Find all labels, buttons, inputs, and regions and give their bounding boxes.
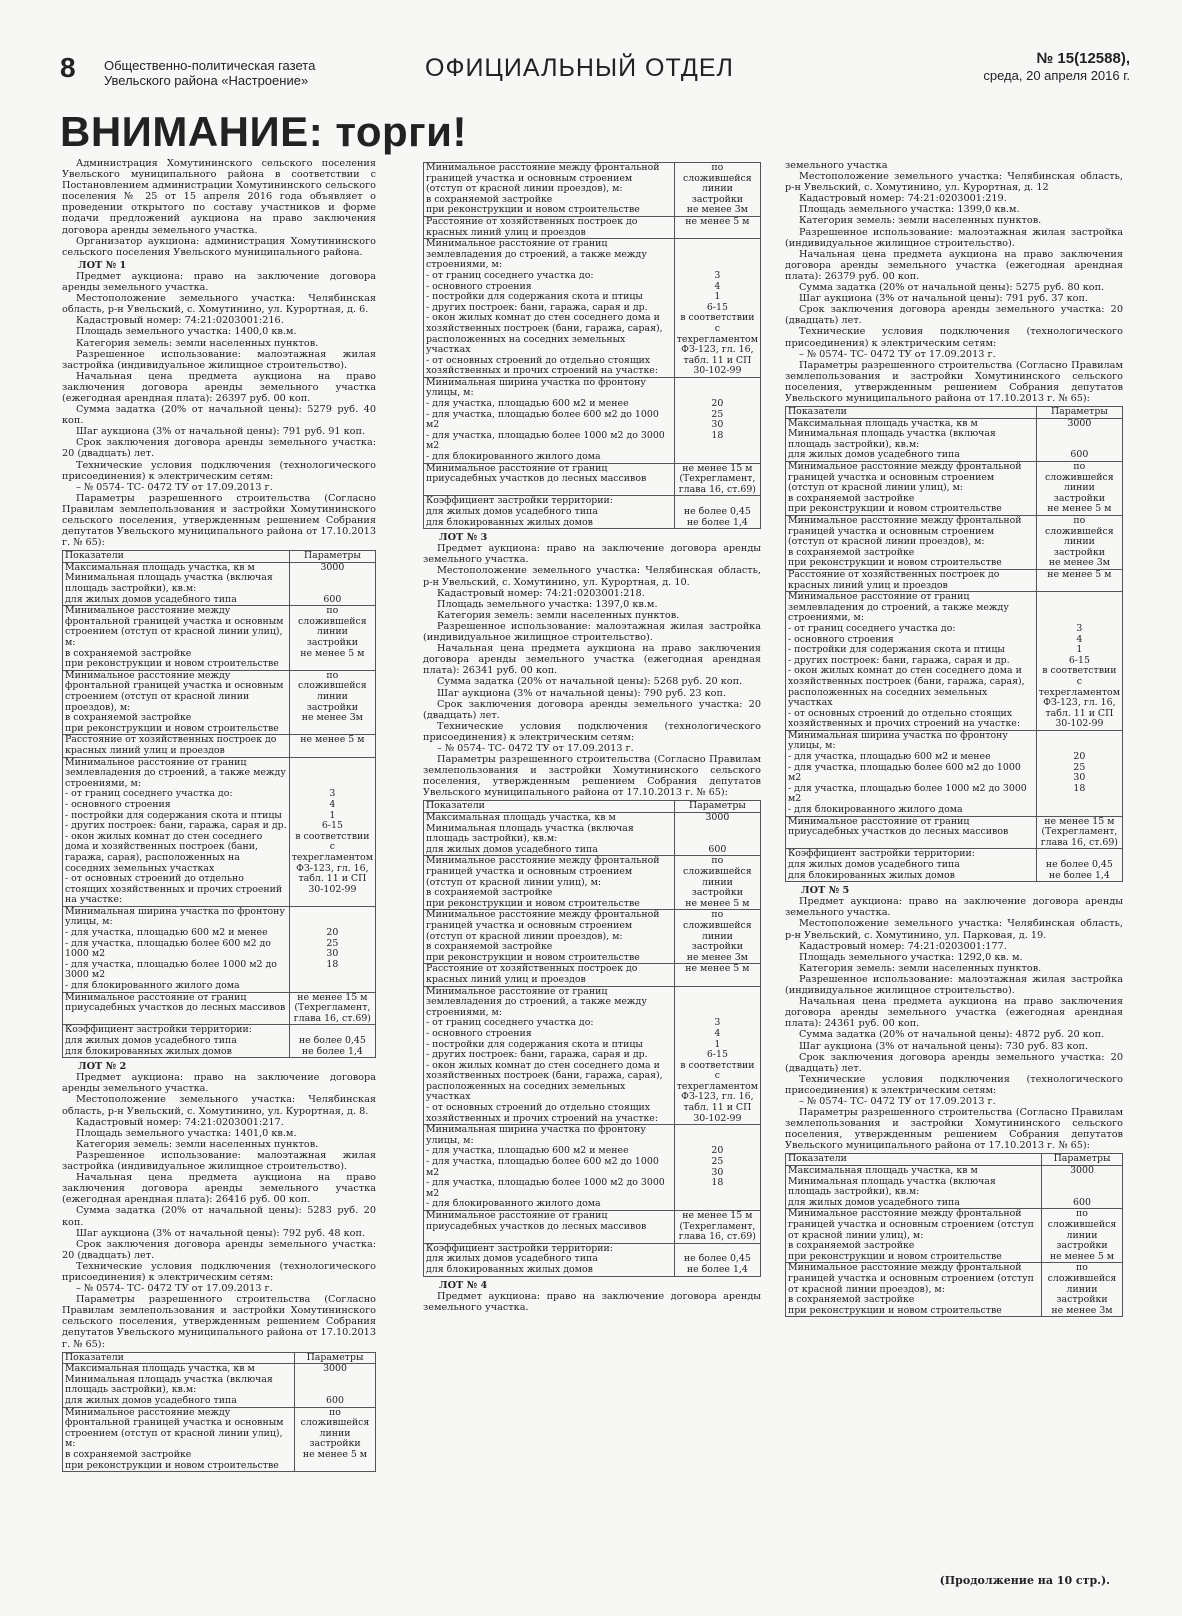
lot-subject: Предмет аукциона: право на заключение договора аренды земельного участка.: [423, 1290, 761, 1313]
lot-usage: Разрешенное использование: малоэтажная жилая застройка (индивидуальное жилищное строительство).: [423, 620, 761, 644]
row-value: 1: [714, 291, 721, 303]
lot-deposit: Сумма задатка (20% от начальной цены): 5268 руб. 20 коп.: [437, 676, 743, 688]
row-label: Минимальная площадь участка (включая площадь застройки), кв.м:: [65, 1373, 273, 1396]
row-value: по сложившейся линии застройки: [1045, 515, 1114, 558]
row-value: 3: [329, 788, 336, 800]
row-label: - для участка, площадью 600 м2 и менее: [426, 398, 629, 410]
lot-tu: – № 0574- ТС- 0472 ТУ от 17.09.2013 г.: [799, 1095, 996, 1107]
row-value: 25: [326, 937, 339, 949]
row-value: 18: [1073, 782, 1086, 794]
params-table: [785, 406, 1123, 882]
row-value: не более 1,4: [686, 516, 748, 528]
row-value: 6-15: [706, 301, 728, 313]
row-value: 600: [1070, 449, 1089, 461]
th-right: Параметры: [1036, 407, 1122, 419]
row-label: Минимальная ширина участка по фронтону улицы, м:: [426, 1124, 646, 1146]
row-label: Минимальное расстояние между фронтальной границей участка и основным строением (отступ от красной линии проездов), м:: [426, 909, 660, 942]
lot-category: Категория земель: земли населенных пунктов.: [799, 962, 1042, 974]
lot-tech: Технические условия подключения (технологического присоединения) к электрическим сетям:: [423, 720, 761, 743]
row-value: 20: [1073, 751, 1086, 763]
row-label: - от границ соседнего участка до:: [65, 788, 233, 800]
row-value: не менее 3м: [686, 204, 748, 216]
row-label: - от границ соседнего участка до:: [788, 622, 956, 634]
lot-params: Параметры разрешенного строительства (Согласно Правилам землепользования и застройки Хомутининского сельского поселения, утвержденным решением Собрания депутатов Увельского муниципального района от 17.10.2013 г. № 65):: [785, 359, 1123, 404]
th-left: Показатели: [63, 1352, 295, 1364]
row-value: 20: [326, 927, 339, 939]
row-value: не менее 5 м: [685, 897, 750, 909]
row-value: 25: [711, 408, 724, 420]
lot-subject: Предмет аукциона: право на заключение договора аренды земельного участка.: [62, 1072, 376, 1095]
intro: Администрация Хомутининского сельского поселения Увельского муниципального района в соответствии с Постановлением администрации Хомутининского сельского поселения № 25 от 15 апреля 2016 года объявляет о проведении открытого по составу участников и форме подачи предложений аукциона на право заключения договора аренды земельного участка.: [62, 158, 376, 236]
row-value: по сложившейся линии застройки: [1045, 461, 1114, 504]
lot-location: Местоположение земельного участка: Челябинская область, р-н Увельский, с. Хомутинино, ул. Курортная, д. 8.: [62, 1094, 376, 1117]
row-label: Минимальное расстояние между фронтальной границей участка и основным строением (отступ от красной линии улиц), м:: [788, 461, 1022, 494]
row-value: не более 0,45: [298, 1035, 366, 1046]
row-value: 600: [326, 1395, 344, 1406]
issue-date: среда, 20 апреля 2016 г.: [983, 68, 1130, 83]
params-table: [785, 1153, 1123, 1317]
row-value: 18: [711, 429, 724, 441]
lot-location: Местоположение земельного участка: Челябинская область, р-н Увельский, с. Хомутинино, ул. Курортная, д. 10.: [423, 565, 761, 588]
row-value: по сложившейся линии застройки: [298, 605, 367, 649]
row-label: - для участка, площадью 600 м2 и менее: [65, 927, 268, 939]
row-value: 20: [711, 398, 724, 410]
lot-usage: Разрешенное использование: малоэтажная жилая застройка (индивидуальное жилищное строительство).: [62, 1149, 376, 1173]
row-label: в сохраняемой застройке: [426, 193, 553, 205]
row-label: - от границ соседнего участка до:: [426, 269, 594, 281]
lot-term: Срок заключения договора аренды земельного участка: 20 (двадцать) лет.: [62, 437, 376, 460]
th-left: Показатели: [63, 551, 290, 563]
row-value: 30: [1073, 772, 1086, 784]
lot-step: Шаг аукциона (3% от начальной цены): 792 руб. 48 коп.: [76, 1227, 366, 1239]
row-value: 3000: [705, 812, 730, 824]
lot-term: Срок заключения договора аренды земельного участка: 20 (двадцать) лет.: [423, 698, 761, 721]
row-label: - окон жилых комнат до стен соседнего дома и хозяйственных построек (бани, гаража, сарая), расположенных на соседних земельных участках: [65, 830, 263, 874]
params-table: [423, 800, 761, 1276]
row-label: в сохраняемой застройке: [426, 941, 553, 953]
lot-step: Шаг аукциона (3% от начальной цены): 791 руб. 91 коп.: [76, 426, 366, 438]
row-label: для жилых домов усадебного типа: [65, 1395, 237, 1406]
row-label: Максимальная площадь участка, кв м: [65, 561, 255, 573]
row-label: Расстояние от хозяйственных построек до красных линий улиц и проездов: [63, 735, 290, 757]
lot-subject-continued: земельного участка: [785, 160, 888, 171]
row-label: - основного строения: [65, 798, 171, 810]
row-label: в сохраняемой застройке: [426, 887, 553, 899]
lot-title: ЛОТ № 4: [439, 1279, 488, 1291]
row-value: 20: [711, 1145, 724, 1157]
row-label: Минимальное расстояние между фронтальной границей участка и основным строением (отступ от красной линии улиц), м:: [65, 1406, 284, 1450]
row-value: 18: [326, 958, 339, 970]
row-label: Минимальное расстояние между фронтальной границей участка и основным строением (отступ от красной линии проездов), м:: [426, 162, 660, 195]
row-label: Минимальное расстояние от границ приусадебных участков до лесных массивов: [424, 463, 675, 496]
row-label: - от основных строений до отдельно стоящих хозяйственных и прочих строений на участке:: [788, 707, 1021, 730]
lot-category: Категория земель: земли населенных пунктов.: [437, 609, 680, 621]
lot-deposit: Сумма задатка (20% от начальной цены): 5275 руб. 80 коп.: [799, 282, 1105, 294]
row-value: 3: [1076, 622, 1083, 634]
row-label: в сохраняемой застройке: [788, 492, 915, 504]
lot-usage: Разрешенное использование: малоэтажная жилая застройка (индивидуальное жилищное строительство).: [785, 973, 1123, 997]
organizer: Организатор аукциона: администрация Хомутининского сельского поселения Увельского муниципального района.: [62, 235, 376, 258]
row-label: при реконструкции и новом строительстве: [788, 557, 1002, 569]
row-value: не более 1,4: [301, 1045, 363, 1057]
row-value: 30: [711, 1166, 724, 1178]
row-value: 3000: [1070, 1165, 1094, 1177]
row-value: 30: [326, 948, 339, 960]
row-label: для жилых домов усадебного типа: [65, 593, 237, 605]
lot-tu: – № 0574- ТС- 0472 ТУ от 17.09.2013 г.: [437, 742, 634, 754]
issue-number: № 15(12588),: [1036, 50, 1130, 67]
row-value: 3000: [320, 561, 345, 573]
row-label: Максимальная площадь участка, кв м: [426, 812, 616, 824]
lot-cadastral: Кадастровый номер: 74:21:0203001:217.: [76, 1116, 284, 1128]
lot-subject: Предмет аукциона: право на заключение договора аренды земельного участка.: [62, 270, 376, 294]
lot-area: Площадь земельного участка: 1400,0 кв.м.: [76, 326, 297, 338]
row-label: - основного строения: [426, 280, 532, 292]
row-label: - других построек: бани, гаража, сарая и др.: [426, 301, 648, 313]
row-label: для блокированных жилых домов: [788, 869, 955, 881]
row-label: Минимальное расстояние от границ землевладения до строений, а также между строениями, м:: [788, 591, 1009, 624]
th-right: Параметры: [289, 551, 375, 563]
row-label: для жилых домов усадебного типа: [65, 1035, 237, 1046]
row-value: не менее 3м: [1051, 1304, 1113, 1316]
lot-tech: Технические условия подключения (технологического присоединения) к электрическим сетям:: [62, 1260, 376, 1283]
row-label: - окон жилых комнат до стен соседнего дома и хозяйственных построек (бани, гаража, сарая), расположенных на соседних земельных участках: [426, 1059, 663, 1103]
lot-deposit: Сумма задатка (20% от начальной цены): 5279 руб. 40 коп.: [62, 404, 376, 427]
row-label: при реконструкции и новом строительстве: [426, 951, 640, 963]
th-left: Показатели: [786, 1154, 1042, 1166]
row-label: Минимальная площадь участка (включая площадь застройки), кв.м:: [788, 428, 996, 450]
row-label: - основного строения: [426, 1027, 532, 1039]
row-label: при реконструкции и новом строительстве: [788, 503, 1002, 515]
row-label: - основного строения: [788, 633, 894, 645]
row-label: Минимальное расстояние между фронтальной границей участка и основным строением (отступ от красной линии проездов), м:: [788, 1262, 1034, 1295]
lot-tech: Технические условия подключения (технологического присоединения) к электрическим сетям:: [785, 1073, 1123, 1096]
row-value: не менее 5 м: [674, 216, 760, 238]
row-value: по сложившейся линии застройки: [1047, 1208, 1117, 1252]
lot-price: Начальная цена предмета аукциона на право заключения договора аренды земельного участка (ежегодная арендная плата): 26379 руб. 00 коп.: [785, 248, 1123, 282]
row-label: - для блокированного жилого дома: [788, 804, 963, 816]
row-label: в сохраняемой застройке: [65, 1448, 192, 1460]
row-label: - для блокированного жилого дома: [426, 1198, 601, 1210]
row-label: Максимальная площадь участка, кв м: [65, 1363, 255, 1375]
row-value: 1: [714, 1038, 721, 1050]
row-value: не менее 5 м: [289, 735, 375, 757]
lot-price: Начальная цена предмета аукциона на право заключения договора аренды земельного участка (ежегодная арендная плата): 26416 руб. 00 коп.: [62, 1172, 376, 1206]
row-value: не менее 15 м (Техрегламент, глава 16, ст.69): [674, 1211, 760, 1244]
row-label: - от границ соседнего участка до:: [426, 1017, 594, 1029]
row-label: для жилых домов усадебного типа: [788, 449, 960, 461]
row-label: в сохраняемой застройке: [65, 712, 192, 724]
lot-term: Срок заключения договора аренды земельного участка: 20 (двадцать) лет.: [785, 304, 1123, 327]
lot-cadastral: Кадастровый номер: 74:21:0203001:216.: [76, 315, 284, 327]
row-value: не менее 5 м: [1036, 569, 1122, 591]
row-value: не более 0,45: [1045, 859, 1113, 870]
row-label: - постройки для содержания скота и птицы: [426, 1038, 643, 1050]
row-value: в соответствии с техрегламентом ФЗ-123, гл. 16, табл. 11 и СП 30-102-99: [676, 312, 758, 377]
row-value: по сложившейся линии застройки: [683, 909, 752, 953]
params-table: [62, 1352, 376, 1473]
lot-params: Параметры разрешенного строительства (Согласно Правилам землепользования и застройки Хомутининского сельского поселения, утвержденным решением Собрания депутатов Увельского муниципального района от 17.10.2013 г. № 65):: [785, 1107, 1123, 1152]
row-label: Максимальная площадь участка, кв м: [788, 1165, 978, 1177]
row-label: Коэффициент застройки территории:: [426, 1242, 613, 1254]
row-label: для жилых домов усадебного типа: [426, 843, 598, 855]
row-value: не менее 5 м: [302, 1448, 368, 1460]
row-label: Минимальная площадь участка (включая площадь застройки), кв.м:: [426, 822, 634, 845]
lot-tu: – № 0574- ТС- 0472 ТУ от 17.09.2013 г.: [799, 348, 996, 360]
row-value: не более 1,4: [686, 1263, 748, 1275]
lot-term: Срок заключения договора аренды земельного участка: 20 (двадцать) лет.: [785, 1051, 1123, 1074]
headline: ВНИМАНИЕ: торги!: [60, 108, 467, 155]
row-value: 25: [711, 1156, 724, 1168]
row-label: Коэффициент застройки территории:: [426, 495, 613, 507]
row-value: 18: [711, 1177, 724, 1189]
row-value: не менее 5 м: [1047, 503, 1112, 515]
th-right: Параметры: [674, 801, 760, 813]
row-label: Минимальная площадь участка (включая площадь застройки), кв.м:: [788, 1175, 996, 1198]
row-label: - для участка, площадью более 1000 м2 до 3000 м2: [788, 782, 1027, 805]
row-label: - для участка, площадью более 600 м2 до 1000 м2: [65, 937, 271, 960]
row-label: Минимальное расстояние между фронтальной границей участка и основным строением (отступ от красной линии проездов), м:: [788, 515, 1022, 548]
row-label: - для участка, площадью более 600 м2 до 1000 м2: [426, 408, 659, 431]
row-label: - для участка, площадью более 600 м2 до 1000 м2: [788, 761, 1021, 784]
row-label: - для участка, площадью 600 м2 и менее: [788, 751, 991, 763]
row-label: - от основных строений до отдельно стоящих хозяйственных и прочих строений на участке:: [65, 873, 283, 906]
row-label: - для участка, площадью более 600 м2 до 1000 м2: [426, 1156, 659, 1178]
row-label: для блокированных жилых домов: [65, 1045, 232, 1057]
lot-step: Шаг аукциона (3% от начальной цены): 791 руб. 37 коп.: [799, 293, 1089, 305]
lot-usage: Разрешенное использование: малоэтажная жилая застройка (индивидуальное жилищное строительство).: [62, 348, 376, 371]
row-value: 4: [1076, 633, 1083, 645]
row-label: в сохраняемой застройке: [788, 1240, 915, 1252]
lot-title: ЛОТ № 2: [78, 1061, 127, 1073]
row-value: 3: [714, 1017, 721, 1029]
column-1: [62, 158, 376, 1578]
row-value: 4: [329, 798, 336, 810]
lot-price: Начальная цена предмета аукциона на право заключения договора аренды земельного участка (ежегодная арендная плата): 26341 руб. 00 коп.: [423, 643, 761, 677]
lot-tech: Технические условия подключения (технологического присоединения) к электрическим сетям:: [785, 326, 1123, 349]
row-value: не менее 3м: [301, 712, 363, 724]
row-label: при реконструкции и новом строительстве: [788, 1304, 1002, 1316]
row-value: 4: [714, 280, 721, 292]
row-value: 3: [714, 269, 721, 281]
row-label: Минимальная ширина участка по фронтону улицы, м:: [788, 729, 1008, 752]
lot-term: Срок заключения договора аренды земельного участка: 20 (двадцать) лет.: [62, 1238, 376, 1261]
row-value: не менее 3м: [686, 951, 748, 963]
row-label: - постройки для содержания скота и птицы: [788, 644, 1005, 656]
row-value: не более 0,45: [683, 506, 751, 517]
row-value: 3000: [1067, 417, 1092, 429]
row-value: 3000: [323, 1363, 347, 1375]
row-label: для блокированных жилых домов: [426, 1263, 593, 1275]
lot-params: Параметры разрешенного строительства (Согласно Правилам землепользования и застройки Хомутининского сельского поселения, утвержденным решением Собрания депутатов Увельского муниципального района от 17.10.2013 г. № 65):: [423, 754, 761, 799]
lot-cadastral: Кадастровый номер: 74:21:0203001:177.: [799, 940, 1007, 952]
row-label: - для участка, площадью 600 м2 и менее: [426, 1145, 629, 1157]
row-label: для блокированных жилых домов: [426, 516, 593, 528]
lot-area: Площадь земельного участка: 1292,0 кв. м.: [799, 951, 1023, 963]
row-label: для жилых домов усадебного типа: [426, 1253, 598, 1265]
row-label: - для участка, площадью более 1000 м2 до 3000 м2: [426, 429, 665, 452]
lot-title: ЛОТ № 5: [801, 885, 850, 897]
row-label: в сохраняемой застройке: [788, 546, 915, 558]
row-label: - для участка, площадью более 1000 м2 до 3000 м2: [65, 958, 277, 981]
lot-subject: Предмет аукциона: право на заключение договора аренды земельного участка.: [785, 896, 1123, 919]
row-value: не более 0,45: [683, 1253, 751, 1265]
row-value: 25: [1073, 761, 1086, 773]
row-label: - окон жилых комнат до стен соседнего дома и хозяйственных построек (бани, гаража, сарая), расположенных на соседних земельных участках: [788, 665, 1025, 709]
lot-location: Местоположение земельного участка: Челябинская область, р-н Увельский, с. Хомутинино, ул. Курортная, д. 12: [785, 171, 1123, 194]
row-label: при реконструкции и новом строительстве: [65, 1459, 279, 1471]
lot-params: Параметры разрешенного строительства (Согласно Правилам землепользования и застройки Хомутининского сельского поселения, утвержденным решением Собрания депутатов Увельского муниципального района от 17.10.2013 г. № 65):: [62, 492, 376, 549]
row-value: не менее 5 м: [674, 964, 760, 986]
row-label: Коэффициент застройки территории:: [65, 1024, 252, 1036]
row-label: Минимальное расстояние от границ приусадебных участков до лесных массивов: [63, 992, 290, 1025]
lot-step: Шаг аукциона (3% от начальной цены): 730 руб. 83 коп.: [799, 1040, 1089, 1052]
row-value: в соответствии с техрегламентом ФЗ-123, гл. 16, табл. 11 и СП 30-102-99: [1038, 665, 1120, 730]
lot-area: Площадь земельного участка: 1399,0 кв.м.: [799, 204, 1020, 216]
row-value: по сложившейся линии застройки: [683, 162, 752, 205]
lot-cadastral: Кадастровый номер: 74:21:0203001:218.: [437, 587, 645, 599]
row-value: 1: [1076, 644, 1083, 656]
row-label: - для блокированного жилого дома: [426, 451, 601, 463]
column-3: [785, 160, 1123, 1578]
lot-price: Начальная цена предмета аукциона на право заключения договора аренды земельного участка (ежегодная арендная плата): 26397 руб. 00 коп.: [62, 370, 376, 404]
row-value: в соответствии с техрегламентом ФЗ-123, гл. 16, табл. 11 и СП 30-102-99: [291, 830, 373, 895]
lot-tech: Технические условия подключения (технологического присоединения) к электрическим сетям:: [62, 459, 376, 482]
row-label: Расстояние от хозяйственных построек до красных линий улиц и проездов: [424, 964, 675, 986]
row-label: при реконструкции и новом строительстве: [788, 1250, 1002, 1262]
lot-location: Местоположение земельного участка: Челябинская область, р-н Увельский, с. Хомутинино, ул. Парковая, д. 19.: [785, 918, 1123, 941]
th-right: Параметры: [1042, 1154, 1123, 1166]
row-label: Минимальное расстояние от границ землевладения до строений, а также между строениями, м:: [426, 238, 647, 271]
row-label: Минимальное расстояние между фронтальной границей участка и основным строением (отступ от красной линии улиц), м:: [65, 605, 284, 649]
row-label: - для блокированного жилого дома: [65, 980, 240, 992]
row-value: по сложившейся линии застройки: [298, 669, 367, 713]
lot-params: Параметры разрешенного строительства (Согласно Правилам землепользования и застройки Хомутининского сельского поселения, утвержденным решением Собрания депутатов Увельского муниципального района от 17.10.2013 г. № 65):: [62, 1294, 376, 1350]
row-label: для жилых домов усадебного типа: [788, 859, 960, 870]
lot-location: Местоположение земельного участка: Челябинская область, р-н Увельский, с. Хомутинино, ул. Курортная, д. 6.: [62, 293, 376, 316]
lot-cadastral: Кадастровый номер: 74:21:0203001:219.: [799, 193, 1007, 205]
issue-info: [983, 50, 1130, 84]
row-value: 6-15: [706, 1049, 728, 1061]
lot-area: Площадь земельного участка: 1401,0 кв.м.: [76, 1127, 297, 1139]
row-label: при реконструкции и новом строительстве: [65, 658, 279, 670]
row-label: Коэффициент застройки территории:: [788, 848, 975, 860]
row-value: не менее 3м: [1048, 557, 1110, 569]
section-title: ОФИЦИАЛЬНЫЙ ОТДЕЛ: [425, 54, 734, 82]
row-label: - окон жилых комнат до стен соседнего дома и хозяйственных построек (бани, гаража, сарая), расположенных на соседних земельных участках: [426, 312, 663, 356]
lot-deposit: Сумма задатка (20% от начальной цены): 5283 руб. 20 коп.: [62, 1205, 376, 1228]
row-value: 6-15: [1068, 654, 1090, 666]
row-value: 1: [329, 809, 336, 821]
lot-subject: Предмет аукциона: право на заключение договора аренды земельного участка.: [423, 543, 761, 566]
paper-name: Общественно-политическая газета Увельского района «Настроение»: [104, 58, 316, 88]
params-table: [62, 550, 376, 1058]
row-label: - других построек: бани, гаража, сарая и др.: [65, 820, 287, 832]
row-label: Минимальная ширина участка по фронтону улицы, м:: [426, 376, 646, 399]
row-value: не менее 15 м (Техрегламент, глава 16, ст.69): [289, 992, 375, 1025]
row-value: по сложившейся линии застройки: [1047, 1262, 1117, 1306]
row-label: - других построек: бани, гаража, сарая и др.: [788, 654, 1010, 666]
row-label: при реконструкции и новом строительстве: [426, 204, 640, 216]
row-value: не менее 15 м (Техрегламент, глава 16, ст.69): [1036, 816, 1122, 849]
row-label: Минимальное расстояние от границ землевладения до строений, а также между строениями, м:: [65, 756, 286, 789]
lot-step: Шаг аукциона (3% от начальной цены): 790 руб. 23 коп.: [437, 687, 727, 699]
row-label: Минимальное расстояние от границ приусадебных участков до лесных массивов: [424, 1211, 675, 1244]
row-label: Минимальное расстояние от границ приусадебных участков до лесных массивов: [786, 816, 1037, 849]
lot-deposit: Сумма задатка (20% от начальной цены): 4872 руб. 20 коп.: [799, 1029, 1105, 1041]
row-value: в соответствии с техрегламентом ФЗ-123, гл. 16, табл. 11 и СП 30-102-99: [676, 1059, 758, 1124]
row-label: Максимальная площадь участка, кв м: [788, 417, 978, 429]
lot-category: Категория земель: земли населенных пунктов.: [76, 1138, 319, 1150]
row-value: 600: [323, 593, 342, 605]
row-value: не менее 15 м (Техрегламент, глава 16, ст.69): [674, 463, 760, 496]
row-label: - для участка, площадью более 1000 м2 до 3000 м2: [426, 1177, 665, 1199]
th-right: Параметры: [295, 1352, 376, 1364]
row-label: - постройки для содержания скота и птицы: [65, 809, 282, 821]
row-label: - других построек: бани, гаража, сарая и др.: [426, 1049, 648, 1061]
page-header: [0, 0, 1182, 98]
row-value: 4: [714, 1027, 721, 1039]
row-value: 600: [1073, 1196, 1091, 1208]
row-value: 30: [711, 419, 724, 431]
row-label: Минимальное расстояние между фронтальной границей участка и основным строением (отступ от красной линии проездов), м:: [65, 669, 284, 713]
lot-title: ЛОТ № 1: [78, 259, 127, 271]
lot-category: Категория земель: земли населенных пунктов.: [76, 337, 319, 349]
row-label: Расстояние от хозяйственных построек до красных линий улиц и проездов: [424, 216, 675, 238]
lot-usage: Разрешенное использование: малоэтажная жилая застройка (индивидуальное жилищное строительство).: [785, 226, 1123, 249]
row-label: Минимальное расстояние от границ землевладения до строений, а также между строениями, м:: [426, 985, 647, 1018]
params-table: [423, 162, 761, 529]
lot-title: ЛОТ № 3: [439, 532, 488, 544]
row-label: в сохраняемой застройке: [65, 647, 192, 659]
row-label: для жилых домов усадебного типа: [426, 506, 598, 517]
row-label: - от основных строений до отдельно стоящих хозяйственных и прочих строений на участке:: [426, 354, 659, 377]
continued-note: (Продолжение на 10 стр.).: [939, 1574, 1110, 1587]
row-label: Минимальное расстояние между фронтальной границей участка и основным строением (отступ от красной линии улиц), м:: [788, 1208, 1034, 1241]
lot-category: Категория земель: земли населенных пунктов.: [799, 215, 1042, 227]
row-label: - от основных строений до отдельно стоящих хозяйственных и прочих строений на участке:: [426, 1102, 659, 1124]
lot-area: Площадь земельного участка: 1397,0 кв.м.: [437, 598, 658, 610]
row-label: Минимальная ширина участка по фронтону улицы, м:: [65, 905, 285, 928]
row-value: не более 1,4: [1048, 869, 1110, 881]
row-value: не менее 5 м: [300, 647, 365, 659]
page-number: 8: [60, 52, 76, 83]
row-label: в сохраняемой застройке: [788, 1294, 915, 1306]
row-value: по сложившейся линии застройки: [300, 1406, 370, 1450]
column-2: [423, 160, 761, 1578]
th-left: Показатели: [424, 801, 675, 813]
lot-tu: – № 0574- ТС- 0472 ТУ от 17.09.2013 г.: [76, 481, 273, 493]
row-label: Минимальная площадь участка (включая площадь застройки), кв.м:: [65, 572, 273, 595]
row-label: Минимальное расстояние между фронтальной границей участка и основным строением (отступ от красной линии улиц), м:: [426, 855, 660, 888]
lot-price: Начальная цена предмета аукциона на право заключения договора аренды земельного участка (ежегодная арендная плата): 24361 руб. 00 коп.: [785, 996, 1123, 1030]
row-label: Расстояние от хозяйственных построек до красных линий улиц и проездов: [786, 569, 1037, 591]
row-label: для жилых домов усадебного типа: [788, 1196, 960, 1208]
row-value: 600: [708, 843, 727, 855]
row-value: не менее 5 м: [1049, 1250, 1115, 1262]
row-label: при реконструкции и новом строительстве: [426, 897, 640, 909]
row-label: - постройки для содержания скота и птицы: [426, 291, 643, 303]
row-label: при реконструкции и новом строительстве: [65, 722, 279, 734]
th-left: Показатели: [786, 407, 1037, 419]
lot-tu: – № 0574- ТС- 0472 ТУ от 17.09.2013 г.: [76, 1283, 273, 1295]
row-value: 6-15: [321, 820, 343, 832]
row-value: по сложившейся линии застройки: [683, 855, 752, 899]
